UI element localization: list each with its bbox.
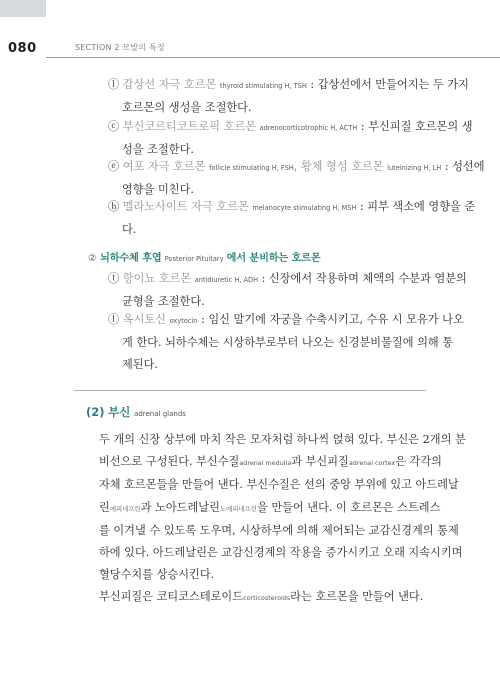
item-english: thyroid stimulating H, TSH (219, 82, 307, 90)
text-run: 두 개의 신장 상부에 마치 작은 모자처럼 하나씩 얹혀 있다. 부신은 2개의 분 (99, 433, 466, 446)
item-text-cont: 성을 조절한다. (122, 143, 194, 156)
subsection-english: Posterior Pituitary (164, 255, 224, 263)
header-rule (46, 57, 500, 58)
item-text-cont: 제된다. (122, 358, 158, 371)
item-term: 여포 자극 호르몬 (122, 160, 206, 173)
text-run: 과 노아드레날린 (140, 500, 220, 514)
text-run: 자체 호르몬들을 만들어 낸다. 부신수질은 선의 중앙 부위에 있고 아드레날 (99, 478, 459, 492)
text-run: 혈당수치를 상승시킨다. (99, 568, 215, 582)
subsection-number: ② (88, 253, 97, 264)
english-term: 노에피네프린 (219, 504, 257, 513)
paragraph-line (99, 451, 442, 474)
item-text: : 신장에서 작용하며 체액의 수분과 염분의 (258, 272, 467, 285)
text-run: 비선으로 구성된다. 부신수질 (99, 455, 240, 469)
item-text-cont: 다. (122, 223, 137, 236)
text-run: 린 (99, 500, 110, 514)
section-divider (74, 390, 426, 391)
running-header: SECTION 2 모발의 특징 (75, 43, 165, 52)
item-term: 옥시토신 (122, 313, 166, 326)
paragraph-line (99, 586, 425, 609)
item-text: : 성선에 (441, 160, 485, 173)
paragraph-line (99, 497, 441, 520)
paragraph-line (99, 564, 425, 586)
list-item-oxytocin (108, 309, 464, 376)
text-run: 과 부신피질 (291, 455, 349, 469)
text-run: 을 만들어 낸다. 이 호르몬은 스트레스 (256, 500, 441, 514)
section-title: 부신 (108, 405, 131, 419)
list-item-tsh (108, 74, 469, 119)
item-english: follicle stimulating H, FSH (209, 164, 294, 172)
item-marker: ⓛ (108, 78, 120, 91)
page-corner-tab (0, 0, 46, 17)
item-english: adrenocorticotrophic H, ACTH (259, 124, 358, 132)
item-text-cont: 영향을 미친다. (122, 183, 194, 196)
list-item-fsh-lh (108, 156, 485, 201)
text-run: 라는 호르몬을 만들어 낸다. (290, 590, 424, 604)
item-term-2: , 황체 형성 호르몬 (293, 160, 384, 173)
item-marker: ⓒ (108, 120, 120, 133)
item-text-cont: 호르몬의 생성을 조절한다. (122, 101, 252, 114)
item-term: 항이뇨 호르몬 (122, 272, 192, 285)
subsection-title: 뇌하수체 후엽 (100, 253, 162, 264)
list-item-acth (108, 116, 473, 161)
text-run: 부신피질은 코티코스테로이드 (99, 590, 244, 604)
item-text: : 임신 말기에 자궁을 수축시키고, 수유 시 모유가 나오 (197, 313, 464, 326)
item-marker: ⓗ (108, 200, 120, 213)
item-english-2: luteinizing H, LH (387, 164, 442, 172)
item-term: 부신코르티코트로픽 호르몬 (122, 120, 257, 133)
text-run: 하에 있다. 아드레날린은 교감신경계의 작용을 증가시키고 오래 지속시키며 (99, 546, 463, 560)
english-term: adrenal cortex (348, 459, 396, 468)
subsection-title-rest: 에서 분비하는 호르몬 (226, 253, 321, 264)
section-english: adrenal glands (134, 410, 186, 418)
item-term: 갑상선 자극 호르몬 (122, 78, 217, 91)
item-marker: ⓔ (108, 160, 120, 173)
list-item-adh (108, 268, 467, 313)
item-text-cont: 게 한다. 뇌하수체는 시상하부로부터 나오는 신경분비물질에 의해 통 (122, 336, 454, 349)
item-english: melanocyte stimulating H, MSH (252, 204, 357, 212)
english-term: adrenal medulla (239, 459, 292, 468)
item-text-cont: 균형을 조절한다. (122, 295, 205, 308)
item-text: : 갑상선에서 만들어지는 두 가지 (306, 78, 469, 91)
text-run: 은 각각의 (395, 455, 442, 469)
paragraph-line (99, 520, 459, 542)
item-marker: ⓛ (108, 313, 120, 326)
paragraph-line (99, 474, 459, 496)
paragraph-line (99, 542, 463, 564)
page-number: 080 (8, 41, 37, 56)
body-paragraph (99, 429, 466, 610)
subsection-heading (88, 249, 321, 264)
section-heading (86, 404, 186, 420)
item-text: : 부신피질 호르몬의 생 (357, 120, 473, 133)
item-english: antidiuretic H, ADH (194, 276, 259, 284)
section-number: (2) (86, 405, 105, 419)
item-english: oxytocin (169, 317, 198, 325)
item-term: 멜라노사이트 자극 호르몬 (122, 200, 249, 213)
english-term: corticosteroids (243, 594, 291, 603)
item-marker: ⓣ (108, 272, 120, 285)
text-run: 를 이겨낼 수 있도록 도우며, 시상하부에 의해 제어되는 교감신경계의 통제 (99, 523, 459, 537)
english-term: 에피네프린 (109, 504, 141, 513)
list-item-msh (108, 196, 476, 241)
paragraph-line (99, 429, 466, 451)
item-text: : 피부 색소에 영향을 준 (356, 200, 476, 213)
